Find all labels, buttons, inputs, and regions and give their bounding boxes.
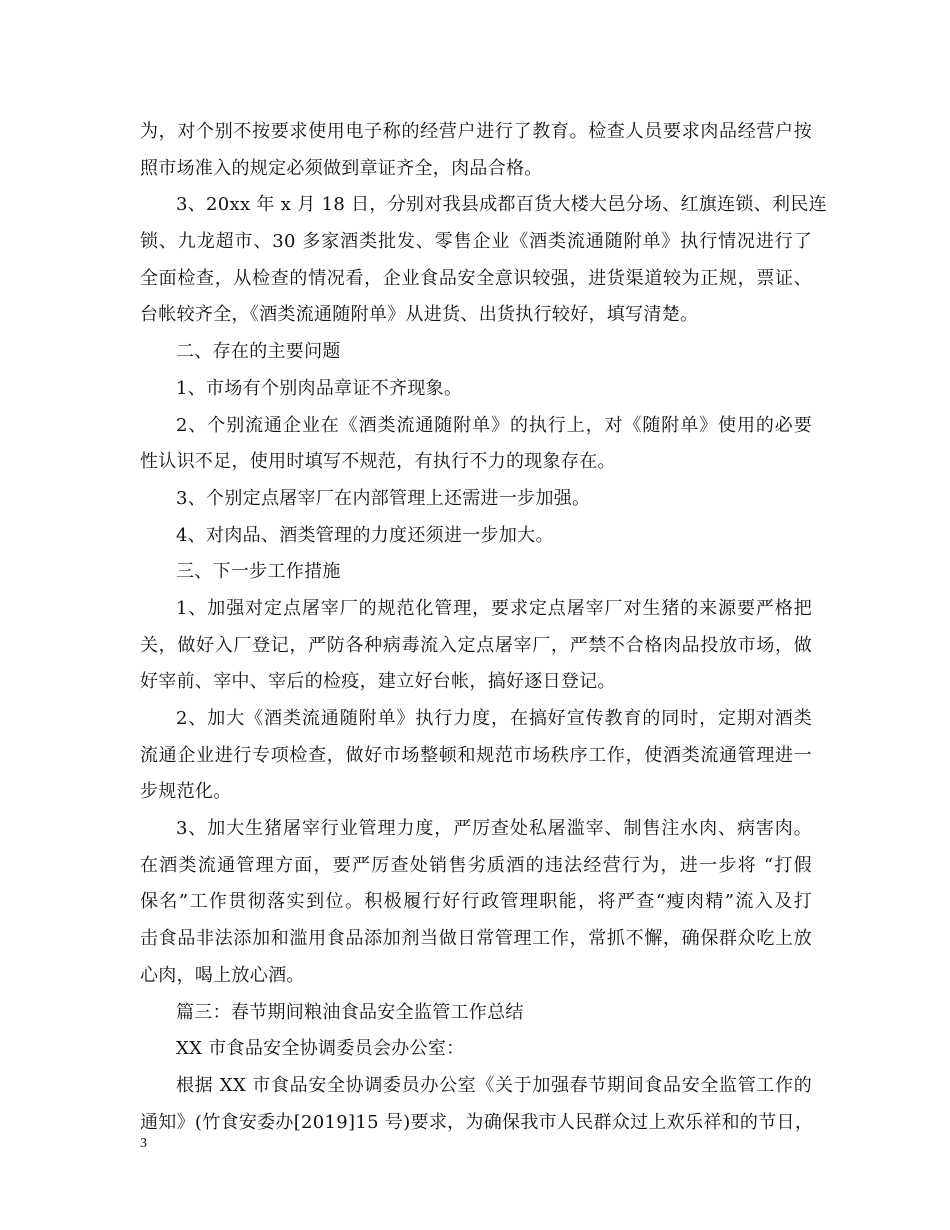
document-body [140, 114, 827, 1141]
text-line: 击食品非法添加和滥用食品添加剂当做日常管理工作，常抓不懈，确保群众吃上放 [140, 928, 812, 950]
text-line: 1、加强对定点屠宰厂的规范化管理，要求定点屠宰厂对生猪的来源要严格把 [176, 597, 812, 619]
text-line: 二、存在的主要问题 [176, 341, 341, 363]
text-line: 锁、九龙超市、30 多家酒类批发、零售企业《酒类流通随附单》执行情况进行了 [140, 231, 812, 253]
text-line: 关，做好入厂登记，严防各种病毒流入定点屠宰厂，严禁不合格肉品投放市场，做 [140, 634, 812, 656]
text-line: 为，对个别不按要求使用电子称的经营户进行了教育。检查人员要求肉品经营户按 [140, 121, 812, 142]
text-line: XX 市食品安全协调委员会办公室： [176, 1038, 465, 1060]
text-line: 保名”工作贯彻落实到位。积极履行好行政管理职能，将严查“瘦肉精”流入及打 [140, 891, 812, 913]
text-line: 篇三：春节期间粮油食品安全监管工作总结 [176, 1001, 524, 1023]
text-line: 2、个别流通企业在《酒类流通随附单》的执行上，对《随附单》使用的必要 [176, 414, 812, 436]
page-number: 3 [140, 1136, 147, 1151]
text-line: 性认识不足，使用时填写不规范，有执行不力的现象存在。 [140, 451, 616, 473]
text-line: 好宰前、宰中、宰后的检疫，建立好台帐，搞好逐日登记。 [140, 671, 616, 693]
text-line: 2、加大《酒类流通随附单》执行力度，在搞好宣传教育的同时，定期对酒类 [176, 708, 812, 729]
text-line: 全面检查，从检查的情况看，企业食品安全意识较强，进货渠道较为正规，票证、 [140, 267, 812, 289]
text-line: 心肉，喝上放心酒。 [140, 964, 305, 986]
text-line: 在酒类流通管理方面，要严厉查处销售劣质酒的违法经营行为，进一步将 “打假 [140, 854, 812, 876]
text-line: 3、个别定点屠宰厂在内部管理上还需进一步加强。 [176, 487, 591, 509]
text-line: 三、下一步工作措施 [176, 561, 341, 583]
text-line: 照市场准入的规定必须做到章证齐全，肉品合格。 [140, 157, 543, 179]
text-line: 步规范化。 [140, 781, 232, 803]
text-line: 流通企业进行专项检查，做好市场整顿和规范市场秩序工作，使酒类流通管理进一 [140, 744, 812, 766]
text-line: 4、对肉品、酒类管理的力度还须进一步加大。 [176, 524, 554, 546]
text-line: 3、20xx 年 x 月 18 日，分别对我县成都百货大楼大邑分场、红旗连锁、利民连 [176, 194, 827, 216]
text-line: 通知》(竹食安委办[2019]15 号)要求，为确保我市人民群众过上欢乐祥和的节日， [140, 1111, 814, 1133]
text-line: 根据 XX 市食品安全协调委员办公室《关于加强春节期间食品安全监管工作的 [176, 1074, 812, 1096]
text-line: 3、加大生猪屠宰行业管理力度，严厉查处私屠滥宰、制售注水肉、病害肉。 [176, 818, 812, 840]
text-line: 台帐较齐全，《酒类流通随附单》从进货、出货执行较好，填写清楚。 [140, 304, 699, 326]
text-line: 1、市场有个别肉品章证不齐现象。 [176, 377, 463, 399]
